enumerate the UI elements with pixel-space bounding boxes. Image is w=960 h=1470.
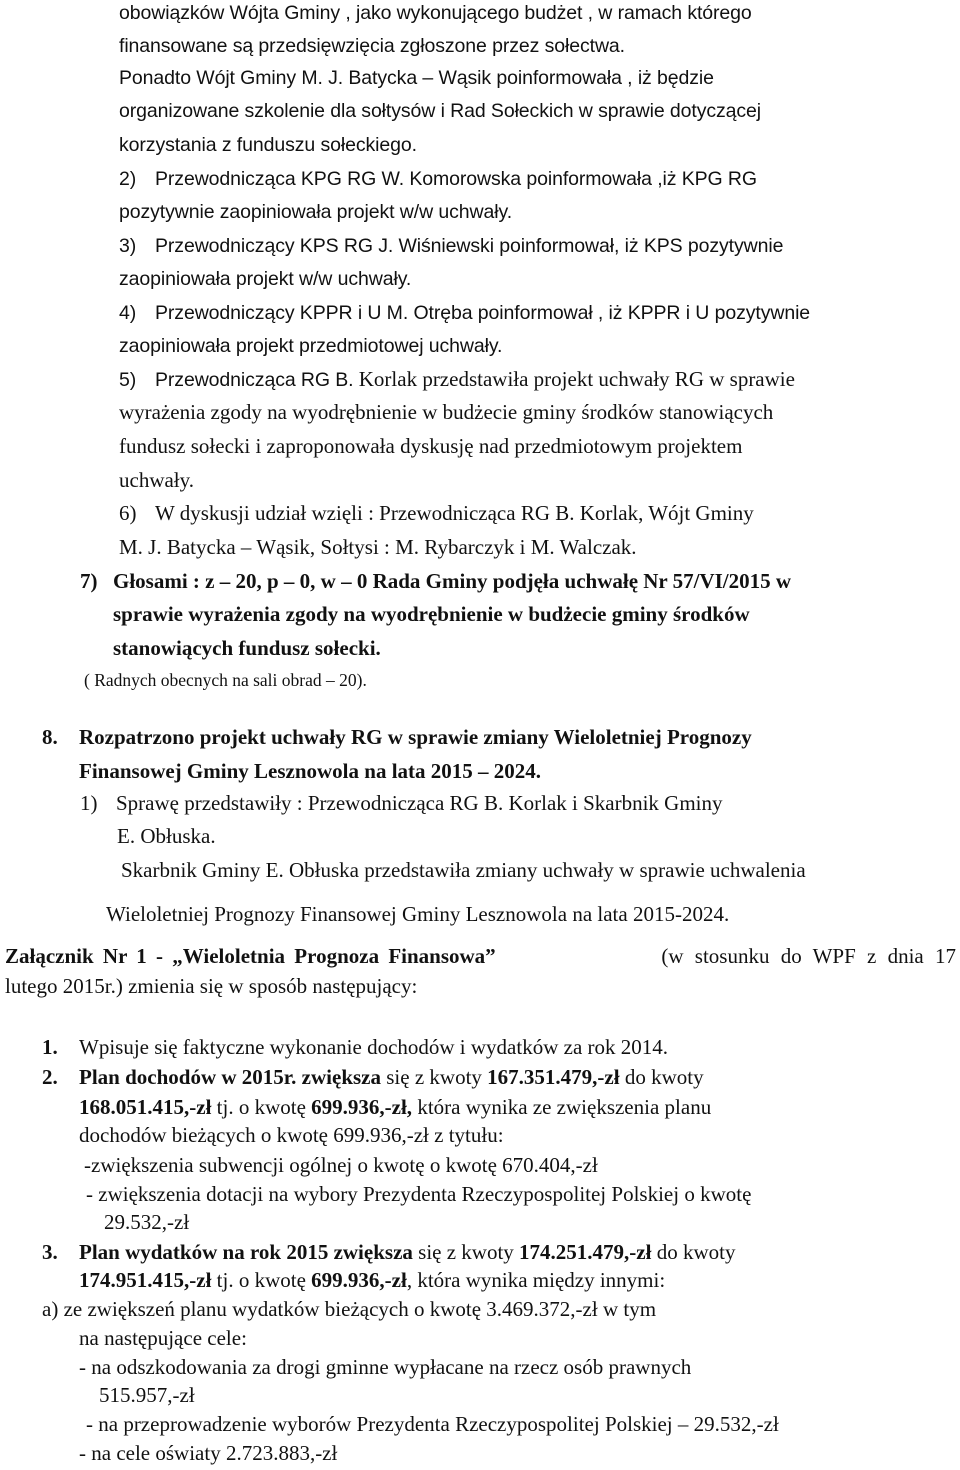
paragraph-line: korzystania z funduszu sołeckiego. [119,134,417,156]
point-number: 1. [42,1035,58,1059]
section-8-item-1-cont: Skarbnik Gminy E. Obłuska przedstawiła zmiany uchwały w sprawie uchwalenia [121,858,806,882]
list-number: 1) [80,791,98,815]
list-number: 4) [119,302,137,324]
point-3-sub-a-cont: 515.957,-zł [99,1383,195,1407]
point-3-sub-a-cont: - na odszkodowania za drogi gminne wypłacane na rzecz osób prawnych [79,1355,692,1379]
point-3-sub-a: a) ze zwiększeń planu wydatków bieżących o kwotę 3.469.372,-zł w tym [42,1297,657,1321]
paragraph-line: organizowane szkolenie dla sołtysów i Rad Sołeckich w sprawie dotyczącej [119,100,762,122]
list-item-5-cont: wyrażenia zgody na wyodrębnienie w budżecie gminy środków stanowiących [119,400,774,424]
list-number: 6) [119,501,137,525]
list-item-4-cont: zaopiniowała projekt przedmiotowej uchwały. [119,335,503,357]
attachment-heading-cont: lutego 2015r.) zmienia się w sposób następujący: [5,974,418,998]
list-item-3: 3) Przewodniczący KPS RG J. Wiśniewski poinformował, iż KPS pozytywnie [119,235,784,257]
point-2-cont: 168.051.415,-zł tj. o kwotę 699.936,-zł, która wynika ze zwiększenia planu [79,1095,712,1119]
point-2-cont: dochodów bieżących o kwotę 699.936,-zł z tytułu: [79,1123,504,1147]
section-8-heading: 8. Rozpatrzono projekt uchwały RG w sprawie zmiany Wieloletniej Prognozy [42,725,752,749]
point-2-cont: -zwiększenia subwencji ogólnej o kwotę o kwotę 670.404,-zł [84,1153,598,1177]
paragraph-line: finansowane są przedsięwzięcia zgłoszone przez sołectwa. [119,35,625,57]
point-number: 2. [42,1065,58,1089]
list-item-2-cont: pozytywnie zaopiniowała projekt w/w uchwały. [119,201,513,223]
list-item-5: 5) Przewodnicząca RG B. Korlak przedstawiła projekt uchwały RG w sprawie [119,367,795,391]
list-number: 5) [119,369,137,391]
list-item-2: 2) Przewodnicząca KPG RG W. Komorowska poinformowała ,iż KPG RG [119,168,757,190]
list-item-5-cont: fundusz sołecki i zaproponowała dyskusję nad przedmiotowym projektem [119,434,743,458]
attendance-note: ( Radnych obecnych na sali obrad – 20). [84,670,367,690]
point-3: 3. Plan wydatków na rok 2015 zwiększa się z kwoty 174.251.479,-zł do kwoty [42,1240,736,1264]
paragraph-line: obowiązków Wójta Gminy , jako wykonującego budżet , w ramach którego [119,2,752,24]
point-2-cont: 29.532,-zł [104,1210,190,1234]
list-item-6: 6) W dyskusji udział wzięli : Przewodnicząca RG B. Korlak, Wójt Gminy [119,501,754,525]
list-item-5-cont: uchwały. [119,468,195,492]
paragraph-line: Ponadto Wójt Gminy M. J. Batycka – Wąsik poinformowała , iż będzie [119,67,714,89]
point-3-sub-a-cont: na następujące cele: [79,1326,247,1350]
list-item-7: 7) Głosami : z – 20, p – 0, w – 0 Rada Gminy podjęła uchwałę Nr 57/VI/2015 w [80,569,792,593]
section-number: 8. [42,725,58,749]
point-number: 3. [42,1240,58,1264]
attachment-heading: Załącznik Nr 1 - „Wieloletnia Prognoza Finansowa” (w stosunku do WPF z dnia 17 [5,944,956,968]
point-3-sub-a-cont: - na przeprowadzenie wyborów Prezydenta Rzeczypospolitej Polskiej – 29.532,-zł [86,1412,779,1436]
section-8-item-1-cont: E. Obłuska. [117,824,216,848]
list-number: 2) [119,168,137,190]
list-number: 3) [119,235,137,257]
point-3-cont: 174.951.415,-zł tj. o kwotę 699.936,-zł, która wynika między innymi: [79,1268,666,1292]
point-2: 2. Plan dochodów w 2015r. zwiększa się z kwoty 167.351.479,-zł do kwoty [42,1065,704,1089]
point-1: 1. Wpisuje się faktyczne wykonanie dochodów i wydatków za rok 2014. [42,1035,669,1059]
list-item-6-cont: M. J. Batycka – Wąsik, Sołtysi : M. Rybarczyk i M. Walczak. [119,535,637,559]
list-item-7-cont: stanowiących fundusz sołecki. [113,636,381,660]
list-number: 7) [80,569,98,593]
point-3-sub-a-cont: - na cele oświaty 2.723.883,-zł [79,1441,338,1465]
section-8-item-1-cont: Wieloletniej Prognozy Finansowej Gminy Lesznowola na lata 2015-2024. [106,902,730,926]
list-item-7-cont: sprawie wyrażenia zgody na wyodrębnienie w budżecie gminy środków [113,602,750,626]
point-2-cont: - zwiększenia dotacji na wybory Prezydenta Rzeczypospolitej Polskiej o kwotę [86,1182,752,1206]
list-item-4: 4) Przewodniczący KPPR i U M. Otręba poinformował , iż KPPR i U pozytywnie [119,302,811,324]
section-8-item-1: 1) Sprawę przedstawiły : Przewodnicząca RG B. Korlak i Skarbnik Gminy [80,791,723,815]
list-item-3-cont: zaopiniowała projekt w/w uchwały. [119,268,412,290]
section-8-heading-cont: Finansowej Gminy Lesznowola na lata 2015 – 2024. [79,759,542,783]
